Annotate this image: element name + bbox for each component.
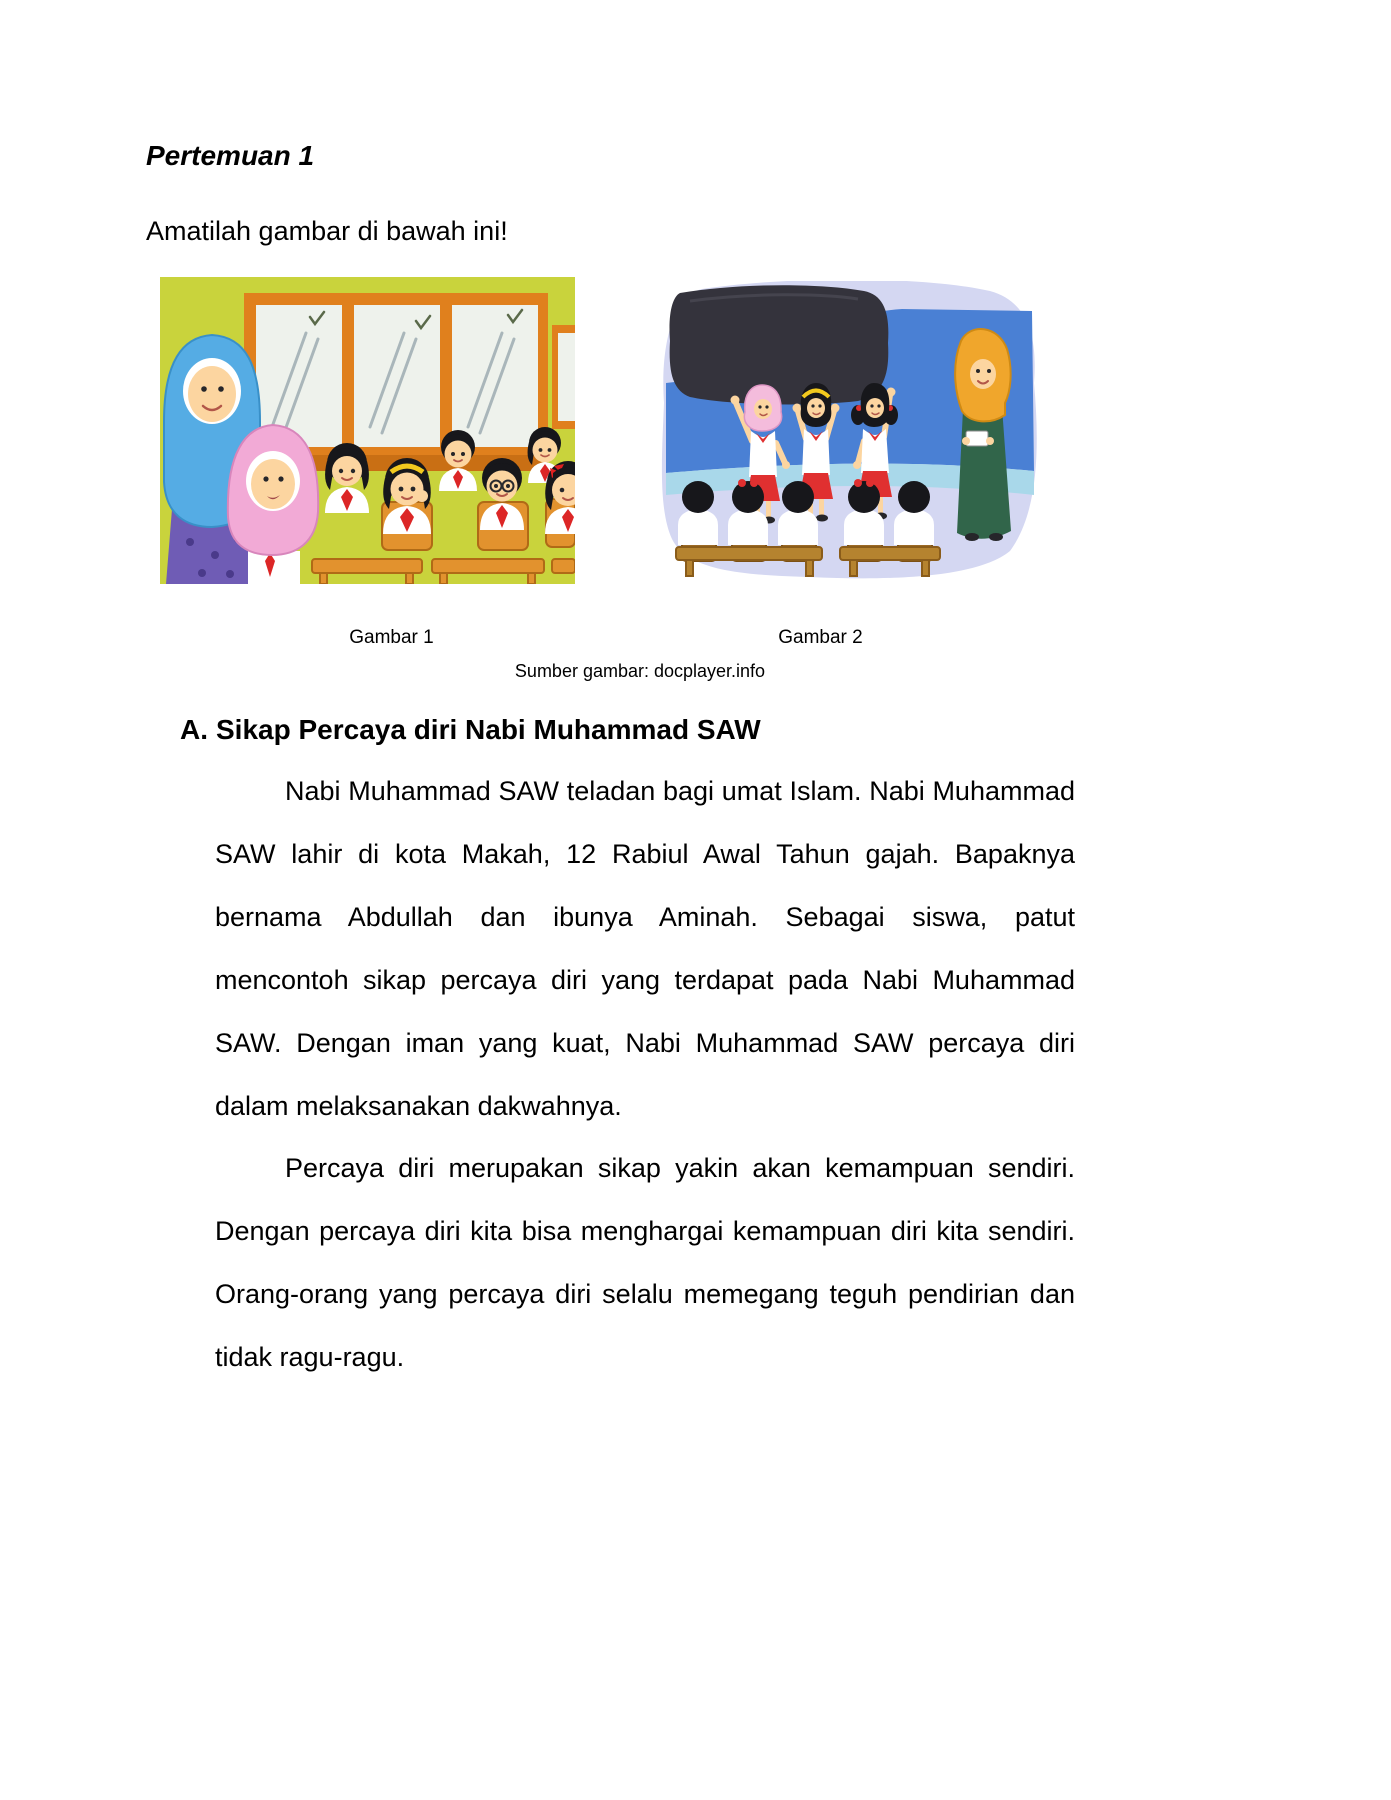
captions-row (0, 627, 1391, 655)
paragraph-1: Nabi Muhammad SAW teladan bagi umat Islam. Nabi Muhammad SAW lahir di kota Makah, 12 Rabiul Awal Tahun gajah. Bapaknya bernama Abdullah dan ibunya Aminah. Sebagai siswa, patut mencontoh sikap percaya diri yang terdapat pada Nabi Muhammad SAW. Dengan iman yang kuat, Nabi Muhammad SAW percaya diri dalam melaksanakan dakwahnya. (215, 776, 1075, 1121)
figure-2-caption: Gambar 2 (778, 627, 863, 648)
section-a (0, 714, 1391, 1389)
figures-row (160, 277, 1391, 589)
section-a-title: Sikap Percaya diri Nabi Muhammad SAW (216, 714, 761, 745)
section-a-heading (180, 714, 1391, 746)
image-source-credit: Sumber gambar: docplayer.info (514, 661, 766, 681)
instruction-text: Amatilah gambar di bawah ini! (146, 216, 508, 246)
figure-1 (160, 277, 575, 589)
figure-1-caption: Gambar 1 (349, 627, 434, 648)
classroom-listening-illustration (160, 277, 575, 584)
blackboard (669, 285, 888, 404)
section-a-label: A. (180, 714, 208, 745)
page-title: Pertemuan 1 (146, 140, 315, 171)
teacher2-figure (955, 329, 1011, 541)
classroom-raising-hands-illustration (660, 281, 1041, 579)
figure-2 (660, 281, 1041, 584)
paragraph-2: Percaya diri merupakan sikap yakin akan kemampuan sendiri. Dengan percaya diri kita bisa menghargai kemampuan diri kita sendiri. Orang-orang yang percaya diri selalu memegang teguh pendirian dan tidak ragu-ragu. (215, 1153, 1075, 1373)
